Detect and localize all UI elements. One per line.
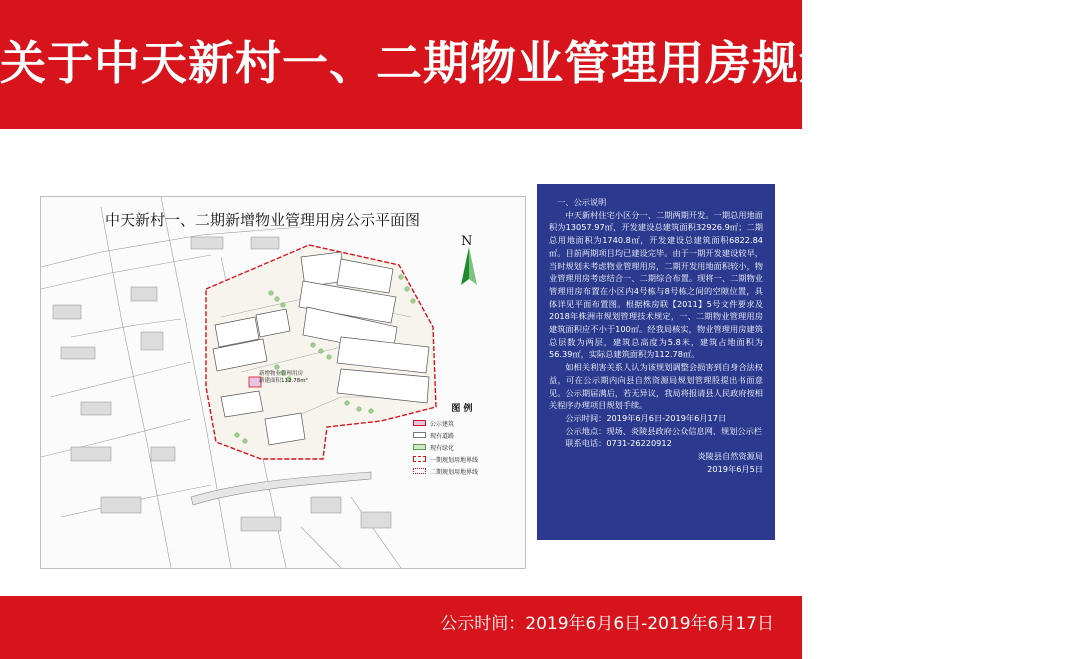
page-title: 关于中天新村一、二期物业管理用房规划的批前公示: [0, 36, 1081, 90]
legend-swatch: [413, 468, 426, 474]
legend-label: 现有道路: [430, 432, 455, 440]
notice-org: 炎陵县自然资源局: [697, 451, 763, 462]
top-banner: [0, 0, 1081, 129]
legend-swatch: [413, 432, 426, 438]
notice-panel: [537, 184, 775, 540]
legend-item: [413, 417, 511, 429]
legend-title: 图 例: [451, 404, 473, 414]
site-plan-drawing: [40, 196, 526, 569]
notice-date: 2019年6月5日: [707, 463, 763, 474]
notice-phone: 联系电话：0731-26220912: [565, 438, 672, 449]
building-callout: [259, 371, 308, 385]
notice-paragraph-2: 如相关利害关系人认为该规划调整会损害到自身合法权益，可在公示期内向县自然资源局规划管理股提出书面意见。公示期届满后，若无异议，我局将报请县人民政府按相关程序办理项目规划手续。: [549, 362, 763, 411]
legend-label: 一期规划用地界线: [430, 456, 479, 464]
notice-place: 公示地点：现场、炎陵县政府公众信息网、规划公示栏: [565, 425, 762, 436]
notice-heading: 一、公示说明: [557, 197, 607, 207]
callout-line-1: 新增物业管理用房: [259, 371, 304, 377]
legend-item: [413, 429, 511, 441]
plan-legend: [413, 401, 511, 477]
legend-label: 公示建筑: [430, 420, 455, 428]
legend-swatch: [413, 456, 426, 462]
notice-paragraph-1: 中天新村住宅小区分一、二期两期开发。一期总用地面积为13057.97㎡，开发建设总建筑面积32926.9㎡；二期总用地面积为1740.8㎡，开发建设总建筑面积6822.84㎡。目前两期项目均已建设完毕。由于一期开发建设较早，当时规划未考虑物业管理用房，二期开发用地面积较小，物业管理用房考虑结合一、二期综合布置。现将一、二期物业管理用房布置在小区内4号栋与8号栋之间的空隙位置，具体详见平面布置图。根据株房联【2011】5号文件要求及2018年株洲市规划管理技术规定，一、二期物业管理用房建筑面积应不小于100㎡。经我局核实，物业管理用房建筑总层数为两层，建筑总高度为5.8米，建筑占地面积为56.39㎡，实际总建筑面积为112.78㎡。: [549, 209, 763, 360]
footer-time: 公示时间：2019年6月6日-2019年6月17日: [440, 614, 774, 634]
legend-swatch: [413, 420, 426, 426]
legend-label: 二期规划用地界线: [430, 468, 479, 476]
callout-line-2: 新建面积112.78m²: [259, 378, 308, 384]
legend-item: [413, 465, 511, 477]
legend-item: [413, 453, 511, 465]
plan-title: 中天新村一、二期新增物业管理用房公示平面图: [105, 211, 421, 229]
legend-label: 现有绿化: [430, 444, 455, 452]
bottom-banner: [0, 596, 802, 659]
north-label: N: [461, 234, 473, 249]
notice-time: 公示时间：2019年6月6日-2019年6月17日: [565, 412, 727, 423]
legend-item: [413, 441, 511, 453]
legend-swatch: [413, 444, 426, 450]
